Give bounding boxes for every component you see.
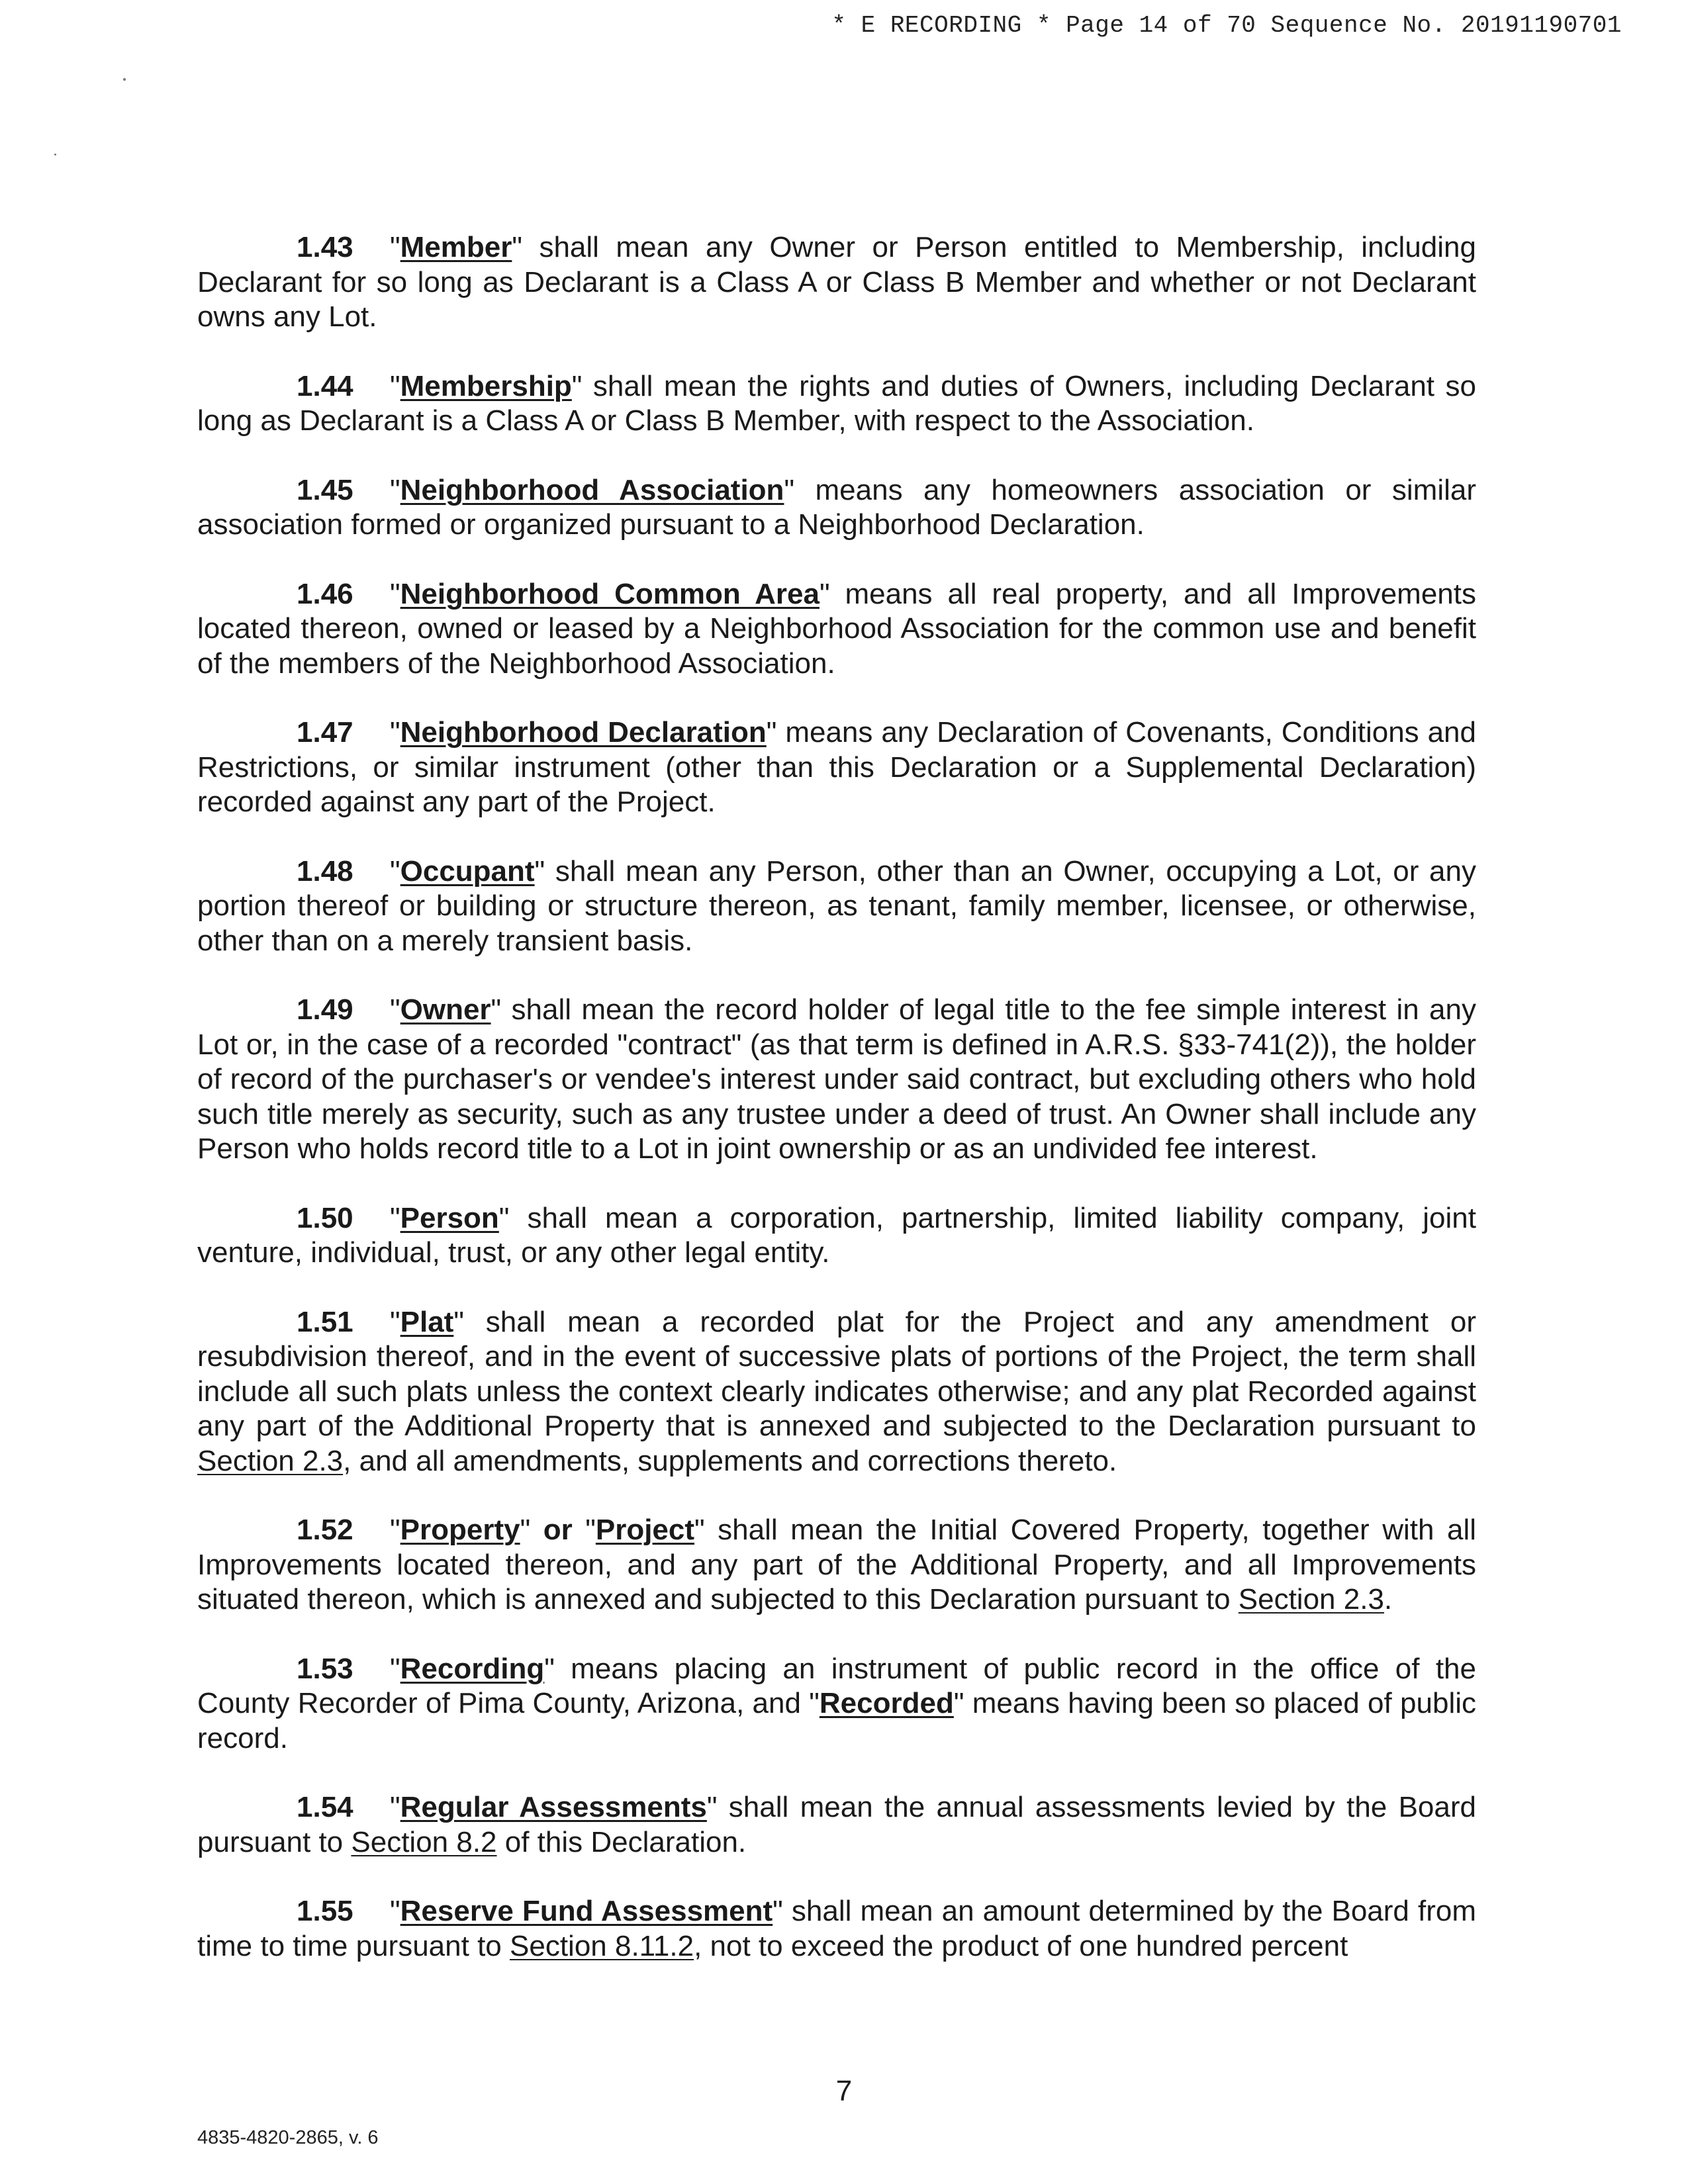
defined-term: Neighborhood Declaration bbox=[400, 716, 767, 749]
section-number: 1.49 bbox=[297, 993, 353, 1026]
section-number: 1.52 bbox=[297, 1514, 353, 1546]
definition-text: of this Declaration. bbox=[496, 1825, 747, 1858]
definition-text: , and all amendments, supplements and corrections thereto. bbox=[343, 1444, 1117, 1477]
definition-text: means any homeowners association or similar association formed or organized pursuant to a Neighborhood Declaration. bbox=[197, 473, 1476, 541]
recording-header: * E RECORDING * Page 14 of 70 Sequence No. 20191190701 bbox=[831, 12, 1622, 39]
section-reference: Section 2.3 bbox=[197, 1444, 344, 1477]
section-reference: Section 8.11.2 bbox=[510, 1929, 694, 1962]
scan-speck bbox=[54, 154, 56, 156]
document-body bbox=[197, 230, 1476, 1998]
definition-1-45: 1.45 "Neighborhood Association" means any homeowners association or similar association formed or organized pursuant to a Neighborhood Declaration. bbox=[197, 473, 1476, 541]
definition-text: . bbox=[1383, 1583, 1393, 1615]
section-number: 1.54 bbox=[297, 1791, 353, 1823]
section-number: 1.43 bbox=[297, 231, 353, 263]
definition-text: means all real property, and all Improvements located thereon, owned or leased by a Neighborhood Association for the common use and benefit of the members of the Neighborhood Association. bbox=[197, 577, 1477, 680]
definition-text: shall mean a corporation, partnership, limited liability company, joint venture, individual, trust, or any other legal entity. bbox=[197, 1201, 1476, 1269]
defined-term: Project bbox=[595, 1514, 695, 1546]
defined-term: Recording bbox=[400, 1652, 545, 1685]
section-reference: Section 2.3 bbox=[1238, 1583, 1384, 1615]
section-number: 1.44 bbox=[297, 369, 353, 402]
section-number: 1.48 bbox=[297, 854, 353, 887]
section-reference: Section 8.2 bbox=[351, 1825, 497, 1858]
definition-text: , not to exceed the product of one hundred percent bbox=[694, 1929, 1348, 1962]
defined-term: Occupant bbox=[400, 854, 535, 887]
defined-term: Plat bbox=[400, 1305, 454, 1338]
defined-term: Neighborhood Common Area bbox=[400, 577, 820, 610]
page-number: 7 bbox=[835, 2075, 853, 2107]
definition-text: means having been so placed of public record. bbox=[197, 1687, 1477, 1754]
section-number: 1.45 bbox=[297, 473, 353, 506]
definition-1-51: 1.51 "Plat" shall mean a recorded plat for the Project and any amendment or resubdivision thereof, and in the event of successive plats of portions of the Project, the term shall include all such plats unless the context clearly indicates otherwise; and any plat Recorded against any part of the Additional Property that is annexed and subjected to the Declaration pursuant to Section 2.3, and all amendments, supplements and corrections thereto. bbox=[197, 1305, 1476, 1477]
definition-text: shall mean a recorded plat for the Project and any amendment or resubdivision thereof, and in the event of successive plats of portions of the Project, the term shall include all such plats unless the context clearly indicates otherwise; and any plat Recorded against any part of the Additional Property that is annexed and subjected to the Declaration pursuant to bbox=[197, 1305, 1476, 1442]
or-connector: or bbox=[530, 1514, 586, 1546]
defined-term: Owner bbox=[400, 993, 491, 1026]
section-number: 1.53 bbox=[297, 1652, 353, 1685]
defined-term: Neighborhood Association bbox=[400, 473, 784, 506]
document-id: 4835-4820-2865, v. 6 bbox=[197, 2127, 379, 2148]
defined-term: Property bbox=[400, 1514, 520, 1546]
definition-1-46: 1.46 "Neighborhood Common Area" means all real property, and all Improvements located thereon, owned or leased by a Neighborhood Association for the common use and benefit of the members of the Neighborhood Association. bbox=[197, 577, 1477, 680]
definition-text: means placing an instrument of public record in the office of the County Recorder of Pima County, Arizona, and bbox=[197, 1652, 1476, 1719]
definition-text: shall mean any Owner or Person entitled to Membership, including Declarant for so long as Declarant is a Class A or Class B Member and whether or not Declarant owns any Lot. bbox=[197, 231, 1476, 333]
defined-term: Recorded bbox=[819, 1687, 954, 1719]
definition-1-52: 1.52 "Property" or "Project" shall mean the Initial Covered Property, together with all Improvements located thereon, and any part of the Additional Property, and all Improvements situated thereon, which is annexed and subjected to this Declaration pursuant to Section 2.3. bbox=[197, 1514, 1476, 1615]
defined-term: Regular Assessments bbox=[400, 1791, 707, 1823]
definition-1-48: 1.48 "Occupant" shall mean any Person, other than an Owner, occupying a Lot, or any portion thereof or building or structure thereon, as tenant, family member, licensee, or otherwise, other than on a merely transient basis. bbox=[197, 854, 1476, 957]
defined-term: Person bbox=[400, 1201, 499, 1234]
definition-1-47: 1.47 "Neighborhood Declaration" means any Declaration of Covenants, Conditions and Restrictions, or similar instrument (other than this Declaration or a Supplemental Declaration) recorded against any part of the Project. bbox=[197, 716, 1476, 818]
definition-1-55: 1.55 "Reserve Fund Assessment" shall mean an amount determined by the Board from time to time pursuant to Section 8.11.2, not to exceed the product of one hundred percent bbox=[197, 1895, 1476, 1962]
definition-1-49: 1.49 "Owner" shall mean the record holder of legal title to the fee simple interest in any Lot or, in the case of a recorded "contract" (as that term is defined in A.R.S. §33-741(2)), the holder of record of the purchaser's or vendee's interest under said contract, but excluding others who hold such title merely as security, such as any trustee under a deed of trust. An Owner shall include any Person who holds record title to a Lot in joint ownership or as an undivided fee interest. bbox=[197, 993, 1476, 1165]
section-number: 1.47 bbox=[297, 716, 353, 749]
section-number: 1.50 bbox=[297, 1201, 353, 1234]
defined-term: Member bbox=[400, 231, 512, 263]
defined-term: Reserve Fund Assessment bbox=[400, 1895, 773, 1927]
section-number: 1.46 bbox=[297, 577, 353, 610]
definition-1-54: 1.54 "Regular Assessments" shall mean the annual assessments levied by the Board pursuant to Section 8.2 of this Declaration. bbox=[197, 1791, 1476, 1858]
definition-1-53: 1.53 "Recording" means placing an instrument of public record in the office of the County Recorder of Pima County, Arizona, and "Recorded" means having been so placed of public record. bbox=[197, 1652, 1477, 1754]
definition-text: shall mean the record holder of legal title to the fee simple interest in any Lot or, in the case of a recorded "contract" (as that term is defined in A.R.S. §33-741(2)), the holder of record of the purchaser's or vendee's interest under said contract, but excluding others who hold such title merely as security, such as any trustee under a deed of trust. An Owner shall include any Person who holds record title to a Lot in joint ownership or as an undivided fee interest. bbox=[197, 993, 1476, 1165]
definition-text: shall mean the rights and duties of Owners, including Declarant so long as Declarant is a Class A or Class B Member, with respect to the Association. bbox=[197, 369, 1476, 437]
definition-text: shall mean the annual assessments levied by the Board pursuant to bbox=[197, 1791, 1476, 1858]
definition-text: means any Declaration of Covenants, Conditions and Restrictions, or similar instrument (other than this Declaration or a Supplemental Declaration) recorded against any part of the Project. bbox=[197, 716, 1476, 818]
defined-term: Membership bbox=[400, 369, 572, 402]
section-number: 1.55 bbox=[297, 1895, 353, 1927]
scan-speck bbox=[123, 78, 126, 81]
definition-text: shall mean any Person, other than an Owner, occupying a Lot, or any portion thereof or building or structure thereon, as tenant, family member, licensee, or otherwise, other than on a merely transient basis. bbox=[197, 854, 1476, 957]
section-number: 1.51 bbox=[297, 1305, 353, 1338]
definition-text: shall mean an amount determined by the Board from time to time pursuant to bbox=[197, 1895, 1476, 1962]
definition-1-44: 1.44 "Membership" shall mean the rights and duties of Owners, including Declarant so long as Declarant is a Class A or Class B Member, with respect to the Association. bbox=[197, 369, 1476, 437]
definition-1-43: 1.43 "Member" shall mean any Owner or Person entitled to Membership, including Declarant for so long as Declarant is a Class A or Class B Member and whether or not Declarant owns any Lot. bbox=[197, 231, 1476, 333]
definition-1-50: 1.50 "Person" shall mean a corporation, partnership, limited liability company, joint venture, individual, trust, or any other legal entity. bbox=[197, 1201, 1476, 1269]
definition-text: shall mean the Initial Covered Property, together with all Improvements located thereon, and any part of the Additional Property, and all Improvements situated thereon, which is annexed and subjected to this Declaration pursuant to bbox=[197, 1514, 1476, 1615]
